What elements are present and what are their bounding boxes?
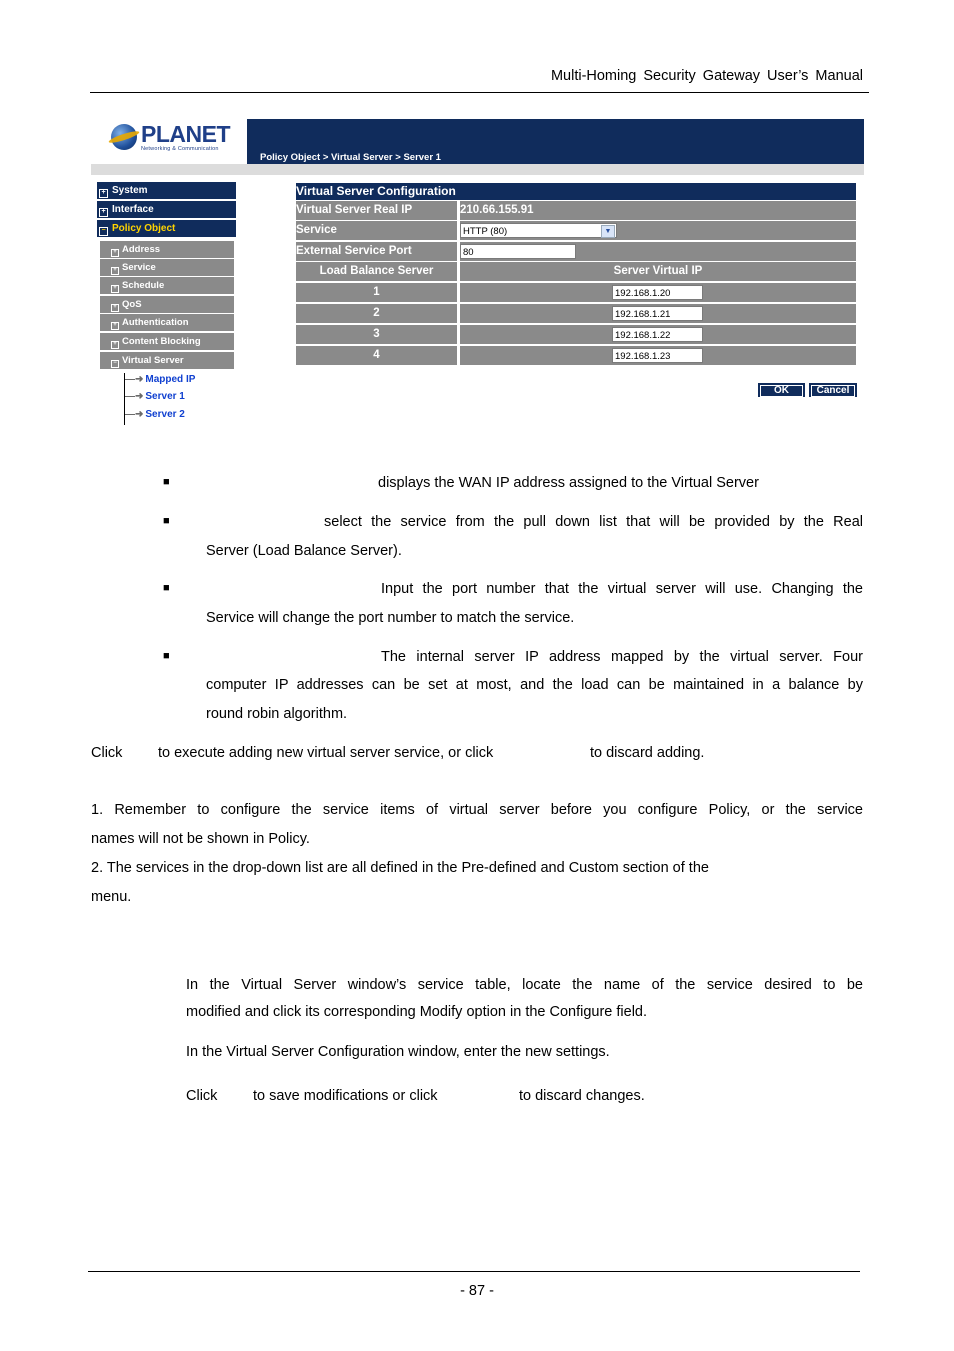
menu-interface[interactable] <box>97 201 236 218</box>
cancel-button[interactable] <box>809 383 857 397</box>
planet-globe-icon <box>111 124 137 150</box>
breadcrumb: Policy Object > Virtual Server > Server 1 <box>260 152 441 163</box>
bullet-port-text-2: Service will change the port number to match the service. <box>206 610 575 626</box>
config-title: Virtual Server Configuration <box>296 183 856 200</box>
row-lb-4 <box>296 346 856 365</box>
real-ip-value: 210.66.155.91 <box>460 201 856 220</box>
plus-icon: + <box>99 189 108 198</box>
row-port <box>296 242 856 261</box>
tree-item-server-1[interactable] <box>125 391 185 402</box>
arrow-right-icon: —➜ <box>125 409 144 420</box>
ok-button[interactable] <box>758 383 805 397</box>
submenu-virtual-server[interactable] <box>100 352 234 370</box>
menu-label: System <box>112 185 148 196</box>
chevron-down-icon[interactable]: ▼ <box>601 225 615 238</box>
note-2-line-1: 2. The services in the drop-down list are all defined in the Pre-defined and Custom section of the <box>91 860 709 876</box>
logo-strip <box>91 164 247 175</box>
tree-item-server-2[interactable] <box>125 409 185 420</box>
note-2-line-2: menu. <box>91 889 132 905</box>
bullet-marker: ■ <box>163 650 170 662</box>
row-real-ip <box>296 201 856 220</box>
row-lb-3 <box>296 325 856 344</box>
submenu-authentication[interactable] <box>100 314 234 332</box>
submenu-service[interactable] <box>100 259 234 277</box>
vip-input-4[interactable]: 192.168.1.23 <box>612 348 703 363</box>
submenu-schedule[interactable] <box>100 277 234 295</box>
submenu-label: Service <box>122 262 156 273</box>
minus-icon: − <box>99 227 108 236</box>
ui-screenshot <box>91 119 864 431</box>
manual-title: Multi-Homing Security Gateway User’s Manual <box>550 68 863 84</box>
click-add-text: to execute adding new virtual server service, or click <box>158 745 494 761</box>
submenu-label: Virtual Server <box>122 355 184 366</box>
lb-server-header: Load Balance Server <box>296 262 457 281</box>
banner-strip <box>247 164 864 175</box>
row-lb-2 <box>296 304 856 323</box>
bullet-service-text-1: select the service from the pull down list that will be provided by the Real <box>324 514 863 530</box>
submenu-label: Address <box>122 244 161 255</box>
note-1-line-1: 1. Remember to configure the service items of virtual server before you configure Policy, or the service <box>91 802 863 818</box>
page-number: - 87 - <box>460 1283 494 1299</box>
submenu-label: Content Blocking <box>122 336 201 347</box>
tree-item-mapped-ip[interactable] <box>125 374 195 385</box>
ok-label: OK <box>760 385 803 397</box>
bullet-lb-text-2: computer IP addresses can be set at most, and the load can be maintained in a balance by <box>206 677 863 693</box>
header-rule <box>90 92 869 93</box>
row-lb-header <box>296 262 856 281</box>
submenu-address[interactable] <box>100 241 234 259</box>
step-1-line-1: In the Virtual Server window’s service table, locate the name of the service desired to be <box>186 977 863 993</box>
click-discard-text: to discard adding. <box>590 745 705 761</box>
submenu-label: Authentication <box>122 317 189 328</box>
lb-index: 2 <box>296 304 457 323</box>
plus-icon: + <box>99 208 108 217</box>
vip-input-2[interactable]: 192.168.1.21 <box>612 306 703 321</box>
logo-area <box>91 119 247 164</box>
step-3-discard-text: to discard changes. <box>519 1088 645 1104</box>
lb-index: 3 <box>296 325 457 344</box>
tree-label: Server 2 <box>145 409 185 420</box>
plus-icon: + <box>111 304 119 312</box>
submenu-qos[interactable] <box>100 296 234 314</box>
real-ip-label: Virtual Server Real IP <box>296 201 457 220</box>
bullet-marker: ■ <box>163 476 170 488</box>
plus-icon: + <box>111 322 119 330</box>
step-1-line-2: modified and click its corresponding Modify option in the Configure field. <box>186 1004 648 1020</box>
bullet-port-text-1: Input the port number that the virtual server will use. Changing the <box>381 581 863 597</box>
bullet-lb-text-1: The internal server IP address mapped by the virtual server. Four <box>381 649 863 665</box>
menu-label: Policy Object <box>112 223 176 234</box>
bullet-marker: ■ <box>163 515 170 527</box>
plus-icon: + <box>111 285 119 293</box>
minus-icon: − <box>111 360 119 368</box>
lb-index: 1 <box>296 283 457 302</box>
plus-icon: + <box>111 341 119 349</box>
menu-label: Interface <box>112 204 154 215</box>
tree-label: Mapped IP <box>145 374 196 385</box>
server-vip-header: Server Virtual IP <box>460 262 856 281</box>
submenu-label: Schedule <box>122 280 165 291</box>
logo-subtitle: Networking & Communication <box>141 146 219 152</box>
bullet-service-text-2: Server (Load Balance Server). <box>206 543 402 559</box>
step-3-save-text: to save modifications or click <box>253 1088 438 1104</box>
arrow-right-icon: —➜ <box>125 374 144 385</box>
submenu-content-blocking[interactable] <box>100 333 234 351</box>
cancel-label: Cancel <box>811 385 855 397</box>
port-label: External Service Port <box>296 242 457 261</box>
arrow-right-icon: —➜ <box>125 391 144 402</box>
step-2: In the Virtual Server Configuration window, enter the new settings. <box>186 1044 610 1060</box>
service-select-value: HTTP (80) <box>463 226 508 237</box>
row-lb-1 <box>296 283 856 302</box>
logo-text: PLANET <box>141 121 230 147</box>
bullet-marker: ■ <box>163 582 170 594</box>
note-1-line-2: names will not be shown in Policy. <box>91 831 310 847</box>
menu-policy-object[interactable] <box>97 220 236 237</box>
bullet-lb-text-3: round robin algorithm. <box>206 706 348 722</box>
service-label: Service <box>296 221 457 240</box>
vip-input-1[interactable]: 192.168.1.20 <box>612 285 703 300</box>
plus-icon: + <box>111 267 119 275</box>
tree-label: Server 1 <box>145 391 185 402</box>
plus-icon: + <box>111 249 119 257</box>
step-3-click: Click <box>186 1088 218 1104</box>
footer-rule <box>88 1271 860 1272</box>
lb-index: 4 <box>296 346 457 365</box>
port-input[interactable]: 80 <box>460 244 576 259</box>
submenu-label: QoS <box>122 299 142 310</box>
click-word: Click <box>91 745 123 761</box>
service-select[interactable] <box>460 223 617 238</box>
vip-input-3[interactable]: 192.168.1.22 <box>612 327 703 342</box>
menu-system[interactable] <box>97 182 236 199</box>
bullet-real-ip-text: displays the WAN IP address assigned to the Virtual Server <box>378 475 759 491</box>
